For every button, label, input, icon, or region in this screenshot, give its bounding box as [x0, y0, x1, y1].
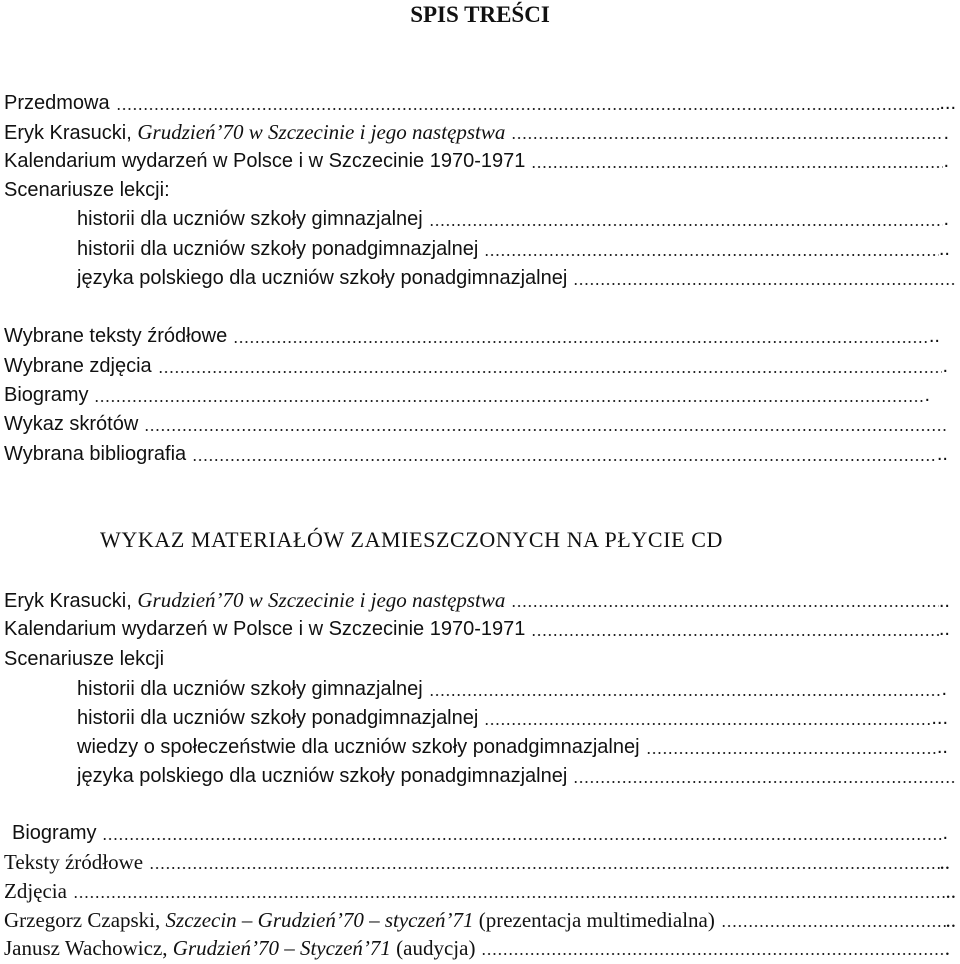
dot-leader	[531, 166, 943, 168]
cd-entry-zdjecia: Zdjęcia ..	[4, 879, 956, 903]
dot-leader	[531, 634, 938, 636]
cd-entry-wos-ponadgimn: wiedzy o społeczeństwie dla uczniów szkoły ponadgimnazjalnej ..	[77, 736, 948, 758]
dot-leader	[73, 896, 946, 898]
cd-section-title: WYKAZ MATERIAŁÓW ZAMIESZCZONYCH NA PŁYCIE CD	[100, 527, 724, 552]
cd-entry-historia-gimn: historii dla uczniów szkoły gimnazjalnej .	[77, 678, 947, 700]
dot-leader	[484, 254, 939, 256]
dot-leader	[573, 781, 957, 783]
dot-leader	[192, 459, 937, 461]
toc-title: SPIS TREŚCI	[410, 2, 550, 27]
cd-entry-biogramy: Biogramy .	[12, 822, 948, 844]
toc-entry-bibliografia: Wybrana bibliografia ..	[4, 443, 948, 465]
dot-leader	[646, 752, 937, 754]
toc-entry-historia-gimn: historii dla uczniów szkoły gimnazjalnej .	[77, 208, 949, 230]
dot-leader	[573, 283, 957, 285]
dot-leader	[94, 400, 924, 402]
dot-leader	[116, 108, 940, 110]
toc-entry-historia-ponadgimn: historii dla uczniów szkoły ponadgimnazjalnej ..	[77, 238, 950, 260]
dot-leader	[481, 953, 944, 955]
toc-entry-biogramy: Biogramy .	[4, 384, 930, 406]
cd-entry-scenariusze: Scenariusze lekcji	[4, 648, 165, 670]
toc-entry-teksty: Wybrane teksty źródłowe ..	[4, 325, 940, 347]
dot-leader	[511, 605, 938, 607]
dot-leader	[721, 925, 946, 927]
dot-leader	[429, 694, 942, 696]
dot-leader	[102, 838, 942, 840]
toc-entry-polski-ponadgimn: języka polskiego dla uczniów szkoły ponadgimnazjalnej	[77, 264, 957, 292]
dot-leader	[429, 224, 944, 226]
cd-entry-historia-ponadgimn: historii dla uczniów szkoły ponadgimnazjalnej ...	[77, 707, 948, 729]
toc-entry-skroty: Wykaz skrótów	[4, 410, 948, 438]
toc-entry-krasucki: Eryk Krasucki, Grudzień’70 w Szczecinie i jego następstwa .	[4, 120, 949, 144]
dot-leader	[144, 429, 948, 431]
cd-entry-krasucki: Eryk Krasucki, Grudzień’70 w Szczecinie i jego następstwa ..	[4, 588, 950, 612]
dot-leader	[233, 341, 929, 343]
cd-entry-teksty: Teksty źródłowe ..	[4, 850, 950, 874]
cd-entry-kalendarium: Kalendarium wydarzeń w Polsce i w Szczecinie 1970-1971 ..	[4, 618, 950, 640]
dot-leader	[511, 137, 943, 139]
toc-entry-scenariusze: Scenariusze lekcji:	[4, 179, 170, 201]
toc-entry-zdjecia: Wybrane zdjęcia .	[4, 355, 948, 377]
dot-leader	[484, 723, 931, 725]
dot-leader	[158, 371, 943, 373]
dot-leader	[149, 867, 939, 869]
cd-entry-czapski: Grzegorz Czapski, Szczecin – Grudzień’70 – styczeń’71 (prezentacja multimedialna) ..	[4, 908, 956, 932]
cd-entry-wachowicz: Janusz Wachowicz, Grudzień’70 – Styczeń’71 (audycja) .	[4, 936, 950, 960]
toc-entry-preface: Przedmowa ...	[4, 92, 956, 114]
toc-entry-kalendarium: Kalendarium wydarzeń w Polsce i w Szczecinie 1970-1971 .	[4, 150, 949, 172]
cd-entry-polski-ponadgimn: języka polskiego dla uczniów szkoły ponadgimnazjalnej	[77, 762, 957, 790]
